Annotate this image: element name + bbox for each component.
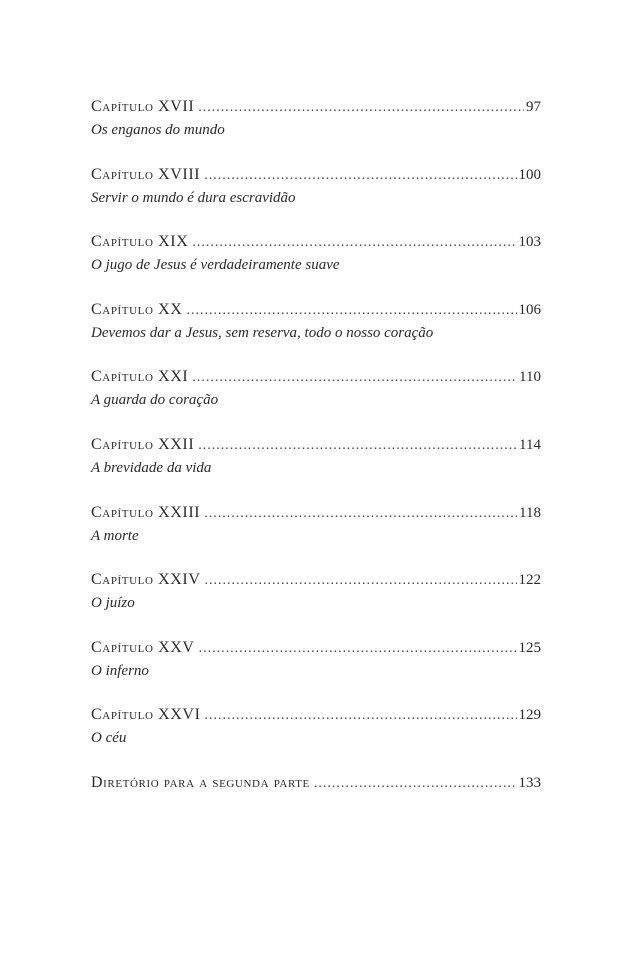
dot-leader — [314, 773, 517, 795]
toc-entry-chapter-19 — [91, 231, 541, 299]
toc-entry-title: Capítulo XXIII — [91, 503, 201, 521]
toc-entry-page: 118 — [519, 504, 541, 521]
toc-entry-title: Capítulo XXII — [91, 435, 195, 453]
toc-entry-page: 100 — [518, 166, 541, 183]
toc-entry-title: Capítulo XVIII — [91, 165, 201, 183]
dot-leader — [199, 638, 517, 660]
toc-entry-page: 106 — [518, 301, 541, 318]
toc-entry-chapter-26 — [91, 704, 541, 772]
toc-entry-chapter-23 — [91, 502, 541, 570]
toc-entry-page: 114 — [519, 436, 541, 453]
toc-entry-chapter-20 — [91, 299, 541, 367]
toc-entry-chapter-25 — [91, 637, 541, 705]
dot-leader — [192, 232, 516, 254]
toc-entry-title: Diretório para a segunda parte — [91, 773, 310, 791]
toc-entry-subtitle: O inferno — [91, 662, 149, 679]
toc-entry-page: 133 — [518, 774, 541, 791]
dot-leader — [192, 367, 517, 389]
toc-entry-chapter-17 — [91, 96, 541, 164]
dot-leader — [204, 165, 516, 187]
toc-entry-subtitle: Devemos dar a Jesus, sem reserva, todo o nosso coração — [91, 324, 434, 341]
toc-entry-title: Capítulo XVII — [91, 98, 195, 115]
toc-entry-page: 129 — [518, 707, 541, 724]
dot-leader — [205, 705, 517, 727]
dot-leader — [198, 97, 524, 119]
toc-entry-chapter-24 — [91, 569, 541, 637]
toc-entry-title: Capítulo XXIV — [91, 571, 201, 589]
toc-entry-page: 122 — [518, 572, 541, 589]
toc-entry-page: 125 — [518, 639, 541, 656]
toc-entry-subtitle: A brevidade da vida — [91, 459, 212, 476]
toc-entry-title: Capítulo XXV — [91, 638, 195, 656]
table-of-contents — [91, 96, 541, 840]
toc-entry-chapter-22 — [91, 434, 541, 502]
toc-entry-subtitle: A guarda do coração — [91, 392, 219, 409]
toc-entry-page: 97 — [526, 99, 541, 115]
toc-entry-chapter-18 — [91, 164, 541, 232]
toc-entry-page: 110 — [519, 369, 541, 386]
toc-entry-title: Capítulo XXVI — [91, 706, 201, 724]
toc-entry-title: Capítulo XIX — [91, 233, 189, 251]
toc-entry-subtitle: O céu — [91, 730, 127, 747]
toc-entry-subtitle: Os enganos do mundo — [91, 122, 225, 138]
toc-entry-directory-part-two — [91, 772, 541, 840]
toc-entry-title: Capítulo XXI — [91, 368, 189, 386]
toc-entry-subtitle: Servir o mundo é dura escravidão — [91, 189, 296, 206]
dot-leader — [186, 300, 516, 322]
dot-leader — [198, 435, 517, 457]
toc-entry-subtitle: O juízo — [91, 595, 135, 612]
toc-entry-subtitle: A morte — [91, 527, 139, 544]
dot-leader — [204, 503, 517, 525]
dot-leader — [205, 570, 517, 592]
toc-entry-chapter-21 — [91, 366, 541, 434]
toc-entry-subtitle: O jugo de Jesus é verdadeiramente suave — [91, 257, 340, 274]
toc-entry-page: 103 — [518, 234, 541, 251]
toc-entry-title: Capítulo XX — [91, 300, 183, 318]
